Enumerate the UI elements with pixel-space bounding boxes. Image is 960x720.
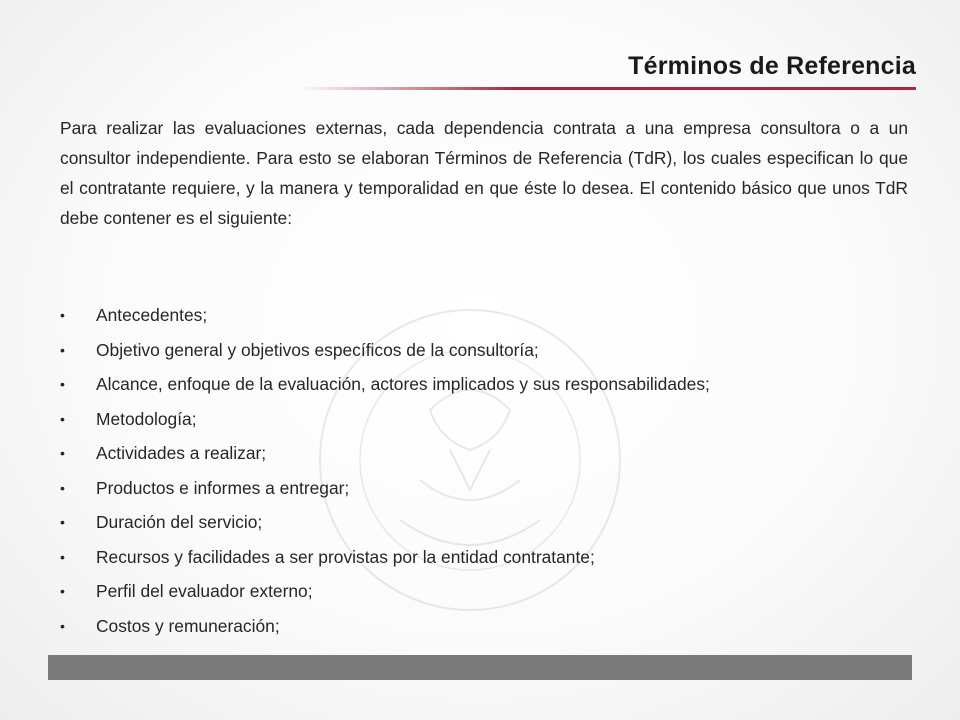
- list-item-label: Perfil del evaluador externo;: [96, 581, 313, 601]
- list-item: [60, 540, 920, 575]
- list-item: [60, 367, 920, 402]
- list-item: [60, 574, 920, 609]
- list-item: [60, 609, 920, 644]
- list-item: [60, 402, 920, 437]
- bullet-icon: •: [60, 307, 65, 323]
- list-item: [60, 471, 920, 506]
- list-item-label: Productos e informes a entregar;: [96, 477, 350, 498]
- bullet-icon: •: [60, 583, 65, 599]
- list-item-label: Objetivo general y objetivos específicos de la consultoría;: [96, 339, 539, 360]
- footer-bar: [48, 655, 912, 680]
- list-item: [60, 505, 920, 540]
- list-item-label: Antecedentes;: [96, 305, 208, 325]
- list-item-label: Costos y remuneración;: [96, 615, 280, 636]
- bullet-icon: •: [60, 479, 65, 496]
- bullet-icon: •: [60, 445, 65, 461]
- bullet-icon: •: [60, 548, 65, 565]
- list-item-label: Metodología;: [96, 408, 197, 429]
- list-item: [60, 436, 920, 471]
- intro-paragraph: Para realizar las evaluaciones externas, cada dependencia contrata a una empresa consultora o a un consultor independiente. Para esto se elaboran Términos de Referencia (TdR), los cuales especifican lo que el contratante requiere, y la manera y temporalidad en que éste lo desea. El contenido básico que unos TdR debe contener es el siguiente:: [60, 118, 908, 228]
- list-item: [60, 333, 920, 368]
- bullet-icon: •: [60, 376, 65, 392]
- list-item-label: Duración del servicio;: [96, 512, 263, 532]
- contents-bullet-list: [60, 298, 920, 643]
- list-item-label: Actividades a realizar;: [96, 443, 267, 463]
- list-item-label: Recursos y facilidades a ser provistas por la entidad contratante;: [96, 546, 595, 567]
- bullet-icon: •: [60, 410, 65, 427]
- title-underline: [300, 87, 916, 90]
- slide-title: Términos de Referencia: [628, 52, 916, 80]
- bullet-icon: •: [60, 514, 65, 530]
- bullet-icon: •: [60, 341, 65, 358]
- list-item-label: Alcance, enfoque de la evaluación, actores implicados y sus responsabilidades;: [96, 374, 710, 394]
- list-item: [60, 298, 920, 333]
- bullet-icon: •: [60, 617, 65, 634]
